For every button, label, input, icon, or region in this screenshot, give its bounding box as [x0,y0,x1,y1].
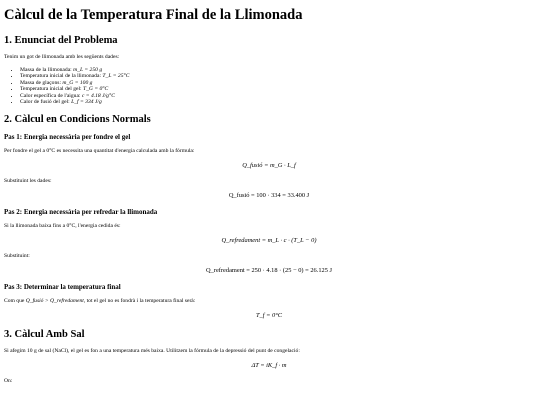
section-intro: Tenim un got de llimonada amb les següents dades: [4,54,120,60]
step-text: Si la llimonada baixa fins a 0°C, l'energia cedida és: [4,223,121,230]
math-expression: T_G = 0°C [82,86,109,93]
step-text: Com que Q_fusió > Q_refredament, tot el gel no es fondrà i la temperatura final serà: [4,298,196,305]
math-expression: m_L = 250 g [73,67,103,73]
step-heading-3: Pas 3: Determinar la temperatura final [4,283,121,292]
math-expression: Q_fusió > Q_refredament [25,298,84,305]
section-text: On: [4,378,13,385]
formula: Q_refredament = 250 · 4.18 · (25 − 0) = 26.125 J [206,267,332,275]
section-text: Si afegim 10 g de sal (NaCl), el gel es fon a una temperatura més baixa. Utilitzem la fórmula de la depressió del punt de congelació: [4,348,300,355]
formula: ΔT = iK_f · m [251,362,287,370]
document-page [4,6,534,391]
math-expression: c = 4.18 J/g°C [81,92,115,99]
section-heading-enunciat: 1. Enunciat del Problema [4,35,118,46]
data-list [4,67,534,105]
section-heading-condicions-normals: 2. Càlcul en Condicions Normals [4,114,151,126]
math-expression: T_L = 25°C [102,73,130,80]
step-text: Substituint: [4,253,30,260]
page-title: Càlcul de la Temperatura Final de la Llimonada [4,7,303,23]
math-expression: L_f = 334 J/g [71,99,102,106]
section-heading-amb-sal: 3. Càlcul Amb Sal [4,329,85,341]
formula: T_f = 0°C [255,312,283,320]
step-text: Substituint les dades: [4,178,52,185]
list-item: • Temperatura inicial de la llimonada: T_L = 25°C [20,73,534,79]
list-item: • Massa de la llimonada: m_L = 250 g [20,67,534,73]
formula: Q_refredament = m_L · c · (T_L − 0) [221,237,317,245]
list-item: • Calor de fusió del gel: L_f = 334 J/g [20,99,534,105]
step-text: Per fondre el gel a 0°C es necessita una quantitat d'energia calculada amb la fórmula: [4,148,195,155]
step-heading-2: Pas 2: Energia necessària per refredar la llimonada [4,208,158,217]
list-item: • Calor específica de l'aigua: c = 4.18 J/g°C [20,93,534,99]
step-heading-1: Pas 1: Energia necessària per fondre el gel [4,133,131,142]
list-item: • Massa de glaçons: m_G = 100 g [20,80,534,86]
formula: Q_fusió = 100 · 334 = 33.400 J [228,192,310,200]
formula: Q_fusió = m_G · L_f [242,162,296,170]
math-expression: m_G = 100 g [62,79,93,86]
list-item: • Temperatura inicial del gel: T_G = 0°C [20,86,534,92]
